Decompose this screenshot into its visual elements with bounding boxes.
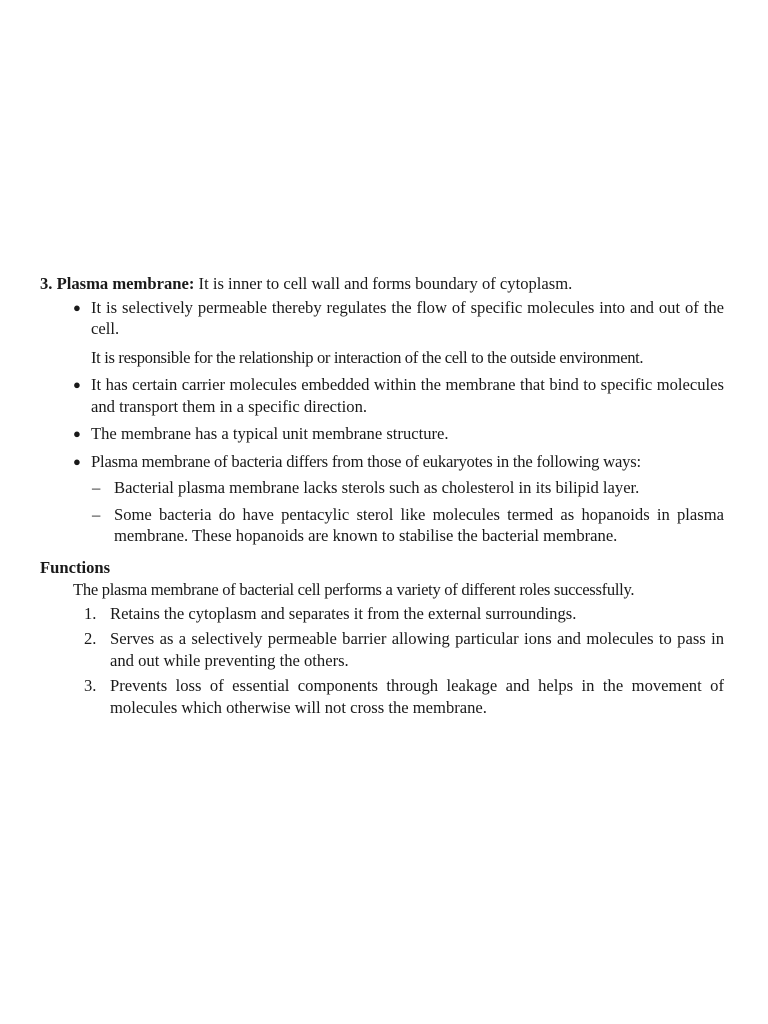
item-number: 3.	[84, 676, 97, 695]
bullet-icon: ●	[73, 453, 81, 469]
bullet-icon: ●	[73, 299, 81, 315]
item-number: 1.	[84, 603, 97, 623]
sub-point-text: Bacterial plasma membrane lacks sterols such as cholesterol in its bilipid layer.	[114, 478, 640, 497]
functions-list	[40, 603, 724, 719]
bullet-icon: ●	[73, 426, 81, 441]
list-item	[73, 297, 724, 369]
sub-point-item	[91, 477, 724, 499]
section-heading-text: It is inner to cell wall and forms boundary of cytoplasm.	[198, 274, 573, 293]
section-heading-label: 3. Plasma membrane:	[40, 274, 195, 293]
dash-icon: –	[92, 504, 101, 524]
bullet-icon: ●	[73, 377, 81, 392]
list-item-text: It has certain carrier molecules embedded within the membrane that bind to specific molecules and transport them in a specific direction.	[91, 375, 724, 416]
list-item-text: Plasma membrane of bacteria differs from those of eukaryotes in the following ways:	[91, 451, 641, 471]
item-number: 2.	[84, 629, 97, 648]
list-item-text: It is selectively permeable thereby regulates the flow of specific molecules into and out of the cell.	[91, 297, 724, 338]
sub-point-list	[91, 477, 724, 547]
sub-point-item	[91, 504, 724, 547]
numbered-item	[84, 603, 724, 625]
sub-point-text: Some bacteria do have pentacylic sterol like molecules termed as hopanoids in plasma membrane. These hopanoids are known to stabilise the bacterial membrane.	[114, 504, 724, 545]
dash-icon: –	[92, 478, 101, 497]
document-page	[40, 273, 724, 722]
list-item	[73, 451, 724, 547]
list-item	[73, 423, 724, 445]
numbered-item-text: Serves as a selectively permeable barrier allowing particular ions and molecules to pass in and out while preventing the others.	[110, 629, 724, 670]
property-list	[40, 297, 724, 547]
numbered-item	[84, 628, 724, 671]
list-item-text: The membrane has a typical unit membrane structure.	[91, 424, 449, 443]
section-heading	[40, 273, 724, 295]
list-item	[73, 374, 724, 417]
functions-heading: Functions	[40, 557, 111, 577]
functions-intro: The plasma membrane of bacterial cell performs a variety of different roles successfully.	[73, 580, 635, 599]
list-item-paragraph: It is responsible for the relationship or interaction of the cell to the outside environment.	[91, 347, 644, 367]
numbered-item-text: Retains the cytoplasm and separates it from the external surroundings.	[110, 603, 577, 623]
numbered-item-text: Prevents loss of essential components through leakage and helps in the movement of molecules which otherwise will not cross the membrane.	[110, 676, 724, 717]
numbered-item	[84, 675, 724, 718]
